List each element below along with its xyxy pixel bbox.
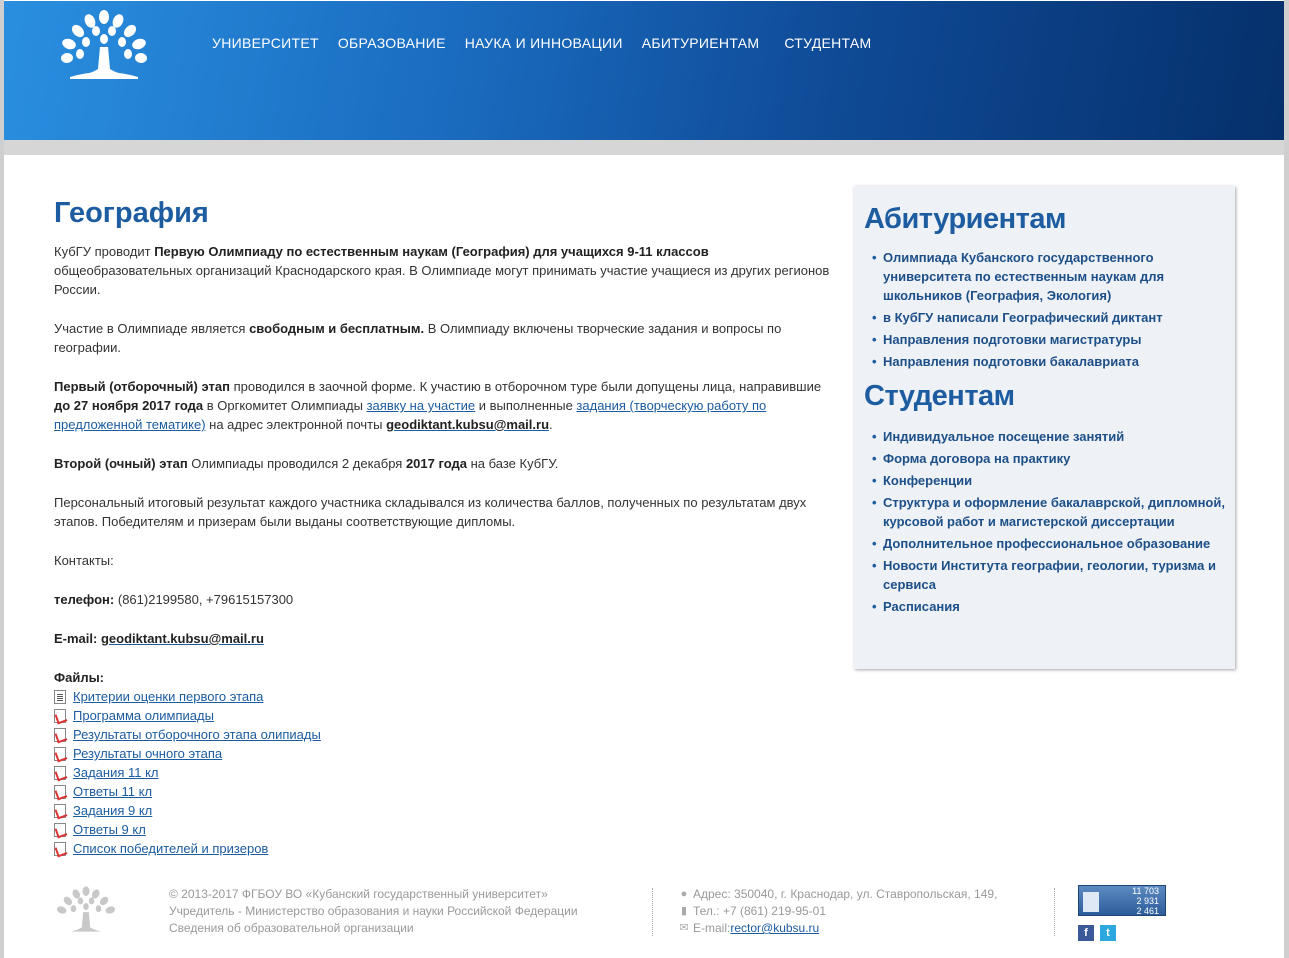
file-link[interactable]: Результаты очного этапа (73, 746, 223, 761)
file-link[interactable]: Список победителей и призеров (73, 841, 269, 856)
footer-phone: ▮ Тел.: +7 (861) 219-95-01 (678, 903, 1038, 920)
footer-divider (1054, 888, 1055, 936)
olympiad-email-link[interactable]: geodiktant.kubsu@mail.ru (386, 417, 550, 432)
applicants-links (872, 248, 1225, 371)
file-link[interactable]: Программа олимпиады (73, 708, 214, 723)
facebook-icon[interactable]: f (1078, 925, 1094, 941)
main-nav (212, 35, 891, 51)
tree-logo-icon (54, 884, 118, 936)
footer-divider (652, 888, 653, 936)
file-link[interactable]: Задания 11 кл (73, 765, 159, 780)
nav-science[interactable]: НАУКА И ИННОВАЦИИ (464, 35, 623, 51)
sidebar-link[interactable]: • Индивидуальное посещение занятий (872, 427, 1225, 446)
sidebar-link[interactable]: • Расписания (872, 597, 1225, 616)
sidebar-applicants-title: Абитуриентам (864, 203, 1066, 235)
pdf-icon (54, 804, 66, 818)
file-item (54, 782, 839, 801)
social-links (1078, 925, 1122, 941)
sidebar-link[interactable]: • Форма договора на практику (872, 449, 1225, 468)
file-item (54, 744, 839, 763)
frame-right (1284, 0, 1289, 958)
sidebar-link[interactable]: • Олимпиада Кубанского государственного университета по естественным наукам для школьников (География, Экология) (872, 248, 1225, 305)
sidebar-link[interactable]: • Дополнительное профессиональное образование (872, 534, 1225, 553)
university-logo[interactable] (58, 9, 150, 79)
file-item (54, 687, 839, 706)
copyright-line: © 2013-2017 ФГБОУ ВО «Кубанский государственный университет» (169, 887, 548, 901)
file-list (54, 687, 839, 858)
tasks-link[interactable]: задания (творческую работу по предложенной тематике) (54, 398, 767, 432)
file-item (54, 839, 839, 858)
sidebar-students-title: Студентам (864, 380, 1015, 412)
pdf-icon (54, 766, 66, 780)
tree-logo-icon (58, 9, 150, 79)
sidebar-link[interactable]: • Структура и оформление бакалаврской, дипломной, курсовой работ и магистерской диссертации (872, 493, 1225, 531)
application-link[interactable]: заявку на участие (366, 398, 476, 413)
sidebar-link[interactable]: • Направления подготовки бакалавриата (872, 352, 1225, 371)
sidebar-link[interactable]: • Конференции (872, 471, 1225, 490)
files-title: Файлы: (54, 670, 105, 685)
pdf-icon (54, 823, 66, 837)
rector-email-link[interactable]: rector@kubsu.ru (730, 921, 820, 935)
file-link[interactable]: Ответы 11 кл (73, 784, 153, 799)
main-content (54, 195, 839, 858)
counter-values: 11 703 2 931 2 461 (1132, 886, 1159, 916)
file-item (54, 763, 839, 782)
phone-icon: ▮ (680, 905, 688, 917)
counter-chart-icon (1083, 892, 1099, 912)
founder-line[interactable]: Учредитель - Министерство образования и науки Российской Федерации (169, 904, 578, 918)
nav-students[interactable]: СТУДЕНТАМ (784, 35, 872, 51)
visit-counter[interactable] (1078, 885, 1166, 916)
file-link[interactable]: Критерии оценки первого этапа (73, 689, 264, 704)
footer-email: ✉ E-mail: rector@kubsu.ru (679, 921, 820, 935)
pdf-icon (54, 728, 66, 742)
nav-education[interactable]: ОБРАЗОВАНИЕ (337, 35, 446, 51)
email-line: E-mail: geodiktant.kubsu@mail.ru (54, 631, 264, 646)
header-separator (4, 140, 1284, 155)
file-item (54, 820, 839, 839)
contact-email-link[interactable]: geodiktant.kubsu@mail.ru (100, 631, 264, 646)
footer-copyright (169, 886, 639, 937)
site-header (4, 1, 1284, 140)
mail-icon: ✉ (679, 922, 689, 934)
students-links (872, 427, 1225, 616)
intro-paragraph: КубГУ проводит Первую Олимпиаду по естественным наукам (География) для учащихся 9-11 классов общеобразовательных организаций Краснодарского края. В Олимпиаде могут принимать участие учащиеся из других регионов России. (54, 244, 830, 297)
sidebar (854, 186, 1235, 669)
nav-applicants[interactable]: АБИТУРИЕНТАМ (641, 35, 760, 51)
footer-address: ● Адрес: 350040, г. Краснодар, ул. Ставропольская, 149, (678, 886, 1038, 903)
twitter-icon[interactable]: t (1100, 925, 1116, 941)
free-participation-paragraph: Участие в Олимпиаде является свободным и бесплатным. В Олимпиаду включены творческие задания и вопросы по географии. (54, 321, 782, 355)
footer-contacts (678, 886, 1038, 937)
file-link[interactable]: Задания 9 кл (73, 803, 153, 818)
pdf-icon (54, 785, 66, 799)
file-item (54, 801, 839, 820)
pdf-icon (54, 747, 66, 761)
second-stage-paragraph: Второй (очный) этап Олимпиады проводился 2 декабря 2017 года на базе КубГУ. (54, 456, 559, 471)
file-link[interactable]: Ответы 9 кл (73, 822, 146, 837)
file-item (54, 706, 839, 725)
file-link[interactable]: Результаты отборочного этапа олипиады (73, 727, 321, 742)
results-paragraph: Персональный итоговый результат каждого участника складывался из количества баллов, полученных по результатам двух этапов. Победителям и призерам были выданы соответствующие дипломы. (54, 495, 807, 529)
location-icon: ● (680, 888, 688, 900)
sidebar-link[interactable]: • Направления подготовки магистратуры (872, 330, 1225, 349)
site-footer (54, 884, 1174, 954)
pdf-icon (54, 842, 66, 856)
pdf-icon (54, 709, 66, 723)
file-item (54, 725, 839, 744)
footer-logo[interactable] (54, 884, 118, 936)
sidebar-link[interactable]: • Новости Института географии, геологии, туризма и сервиса (872, 556, 1225, 594)
contacts-label: Контакты: (54, 553, 114, 568)
first-stage-paragraph: Первый (отборочный) этап проводился в заочной форме. К участию в отборочном туре были допущены лица, направившие до 27 ноября 2017 года в Оргкомитет Олимпиады заявку на участие и выполненные задания (творческую работу по предложенной тематике) на адрес электронной почты geodiktant.kubsu@mail.ru. (54, 379, 822, 432)
page-title: География (54, 197, 209, 229)
phone-line: телефон: (861)2199580, +79615157300 (54, 592, 294, 607)
document-icon (54, 690, 66, 704)
nav-university[interactable]: УНИВЕРСИТЕТ (212, 35, 319, 51)
org-info-line[interactable]: Сведения об образовательной организации (169, 921, 414, 935)
sidebar-link[interactable]: • в КубГУ написали Географический диктант (872, 308, 1225, 327)
